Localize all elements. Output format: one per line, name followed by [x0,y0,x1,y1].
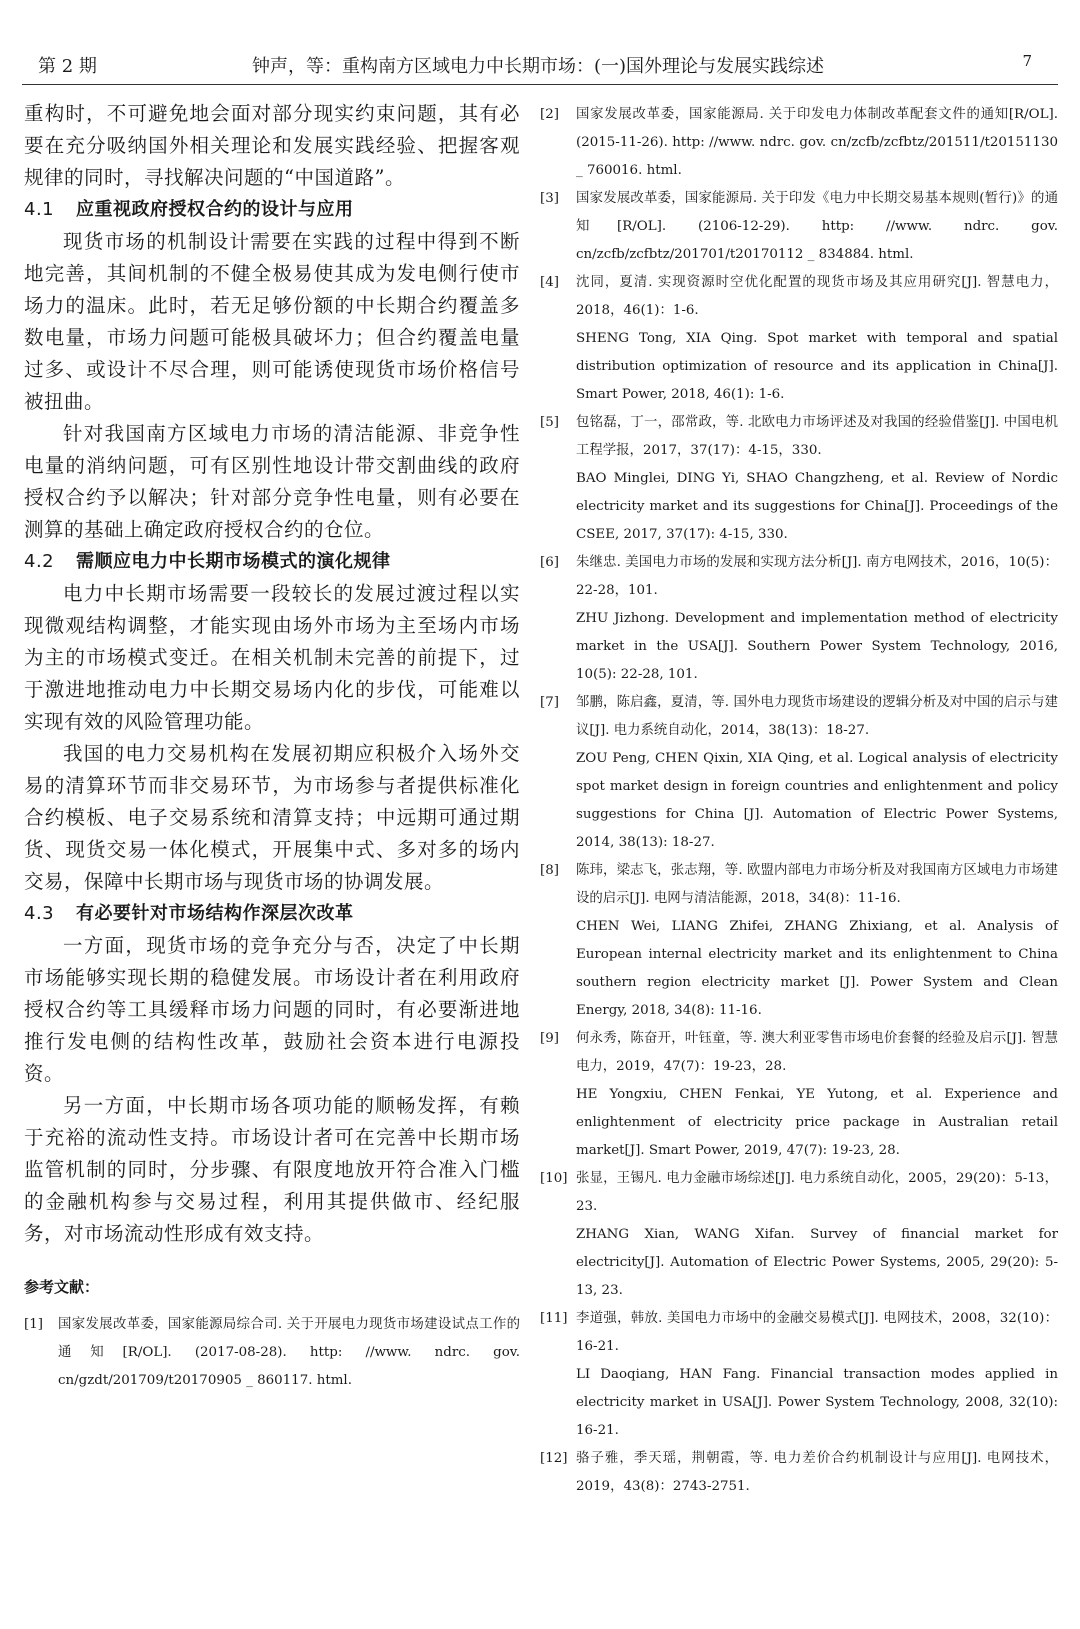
reference-item [540,101,1058,185]
body-paragraph: 现货市场的机制设计需要在实践的过程中得到不断地完善，其间机制的不健全极易使其成为发电侧行使市场力的温床。此时，若无足够份额的中长期合约覆盖多数电量，市场力问题可能极具破坏力；但合约覆盖电量过多、或设计不尽合理，则可能诱使现货市场价格信号被扭曲。 [24,230,520,413]
reference-text: 李道强，韩放. 美国电力市场中的金融交易模式[J]. 电网技术，2008，32(10)：16-21. [576,1311,1058,1354]
reference-number: [1] [24,1317,43,1332]
reference-text: 朱继忠. 美国电力市场的发展和实现方法分析[J]. 南方电网技术，2016，10(5)：22-28，101. [576,555,1058,598]
reference-english: ZHU Jizhong. Development and implementation method of electricity market in the USA[J]. Southern Power System Technology, 2016, 10(5): 22-28, 101. [576,611,1058,682]
reference-item [540,1025,1058,1165]
section-number: 4.3 [24,903,55,924]
reference-item [540,185,1058,269]
section-number: 4.1 [24,199,55,220]
reference-item [540,549,1058,689]
reference-text: 包铭磊，丁一，邵常政，等. 北欧电力市场评述及对我国的经验借鉴[J]. 中国电机工程学报，2017，37(17)：4-15，330. [576,415,1058,458]
reference-number: [2] [540,107,559,122]
reference-text: 国家发展改革委，国家能源局. 关于印发《电力中长期交易基本规则(暂行)》的通知[R/OL]. (2106-12-29). http: //www. ndrc. gov. cn/zcfb/zcfbtz/201701/t20170112 _ 834884. html. [576,191,1058,262]
section-heading [24,194,520,226]
reference-item [540,857,1058,1025]
reference-number: [5] [540,415,559,430]
reference-text: 陈玮，梁志飞，张志翔，等. 欧盟内部电力市场分析及对我国南方区域电力市场建设的启示[J]. 电网与清洁能源，2018，34(8)：11-16. [576,863,1058,906]
reference-text: 国家发展改革委，国家能源局. 关于印发电力体制改革配套文件的通知[R/OL]. (2015-11-26). http: //www. ndrc. gov. cn/zcfb/zcfbtz/201511/t20151130 _ 760016. html. [576,107,1058,178]
section-number: 4.2 [24,551,55,572]
reference-number: [10] [540,1171,568,1186]
reference-english: ZHANG Xian, WANG Xifan. Survey of financial market for electricity[J]. Automation of Electric Power Systems, 2005, 29(20): 5-13, 23. [576,1227,1058,1298]
reference-number: [4] [540,275,559,290]
reference-item [540,689,1058,857]
reference-text: 国家发展改革委，国家能源局综合司. 关于开展电力现货市场建设试点工作的通知[R/OL]. (2017-08-28). http: //www. ndrc. gov. cn/gzdt/201709/t20170905 _ 860117. html. [58,1317,520,1388]
references-list [540,101,1058,1501]
body-paragraph: 我国的电力交易机构在发展初期应积极介入场外交易的清算环节而非交易环节，为市场参与者提供标准化合约模板、电子交易系统和清算支持；中远期可通过期货、现货交易一体化模式，开展集中式、多对多的场内交易，保障中长期市场与现货市场的协调发展。 [24,742,520,893]
reference-number: [7] [540,695,559,710]
reference-text: 骆子雅，季天瑶，荆朝霞，等. 电力差价合约机制设计与应用[J]. 电网技术，2019，43(8)：2743-2751. [576,1451,1058,1494]
section-heading [24,546,520,578]
reference-item [540,1305,1058,1445]
reference-english: LI Daoqiang, HAN Fang. Financial transaction modes applied in electricity market in USA[J]. Power System Technology, 2008, 32(10): 16-21. [576,1367,1058,1438]
reference-english: ZOU Peng, CHEN Qixin, XIA Qing, et al. Logical analysis of electricity spot market design in foreign countries and enlightenment and policy suggestions for China [J]. Automation of Electric Power Systems, 2014, 38(13): 18-27. [576,751,1058,850]
reference-english: CHEN Wei, LIANG Zhifei, ZHANG Zhixiang, et al. Analysis of European internal electricity market and its enlightenment to China southern region electricity market [J]. Power System and Clean Energy, 2018, 34(8): 11-16. [576,919,1058,1018]
body-paragraph: 一方面，现货市场的竞争充分与否，决定了中长期市场能够实现长期的稳健发展。市场设计者在利用政府授权合约等工具缓释市场力问题的同时，有必要渐进地推行发电侧的结构性改革，鼓励社会资本进行电源投资。 [24,934,520,1085]
reference-text: 沈同，夏清. 实现资源时空优化配置的现货市场及其应用研究[J]. 智慧电力，2018，46(1)：1-6. [576,275,1058,318]
reference-number: [12] [540,1451,568,1466]
reference-english: BAO Minglei, DING Yi, SHAO Changzheng, et al. Review of Nordic electricity market and its suggestions for China[J]. Proceedings of the CSEE, 2017, 37(17): 4-15, 330. [576,471,1058,542]
reference-item [24,1311,520,1395]
section-title: 需顺应电力中长期市场模式的演化规律 [76,551,391,572]
body-paragraph: 电力中长期市场需要一段较长的发展过渡过程以实现微观结构调整，才能实现由场外市场为主至场内市场为主的市场模式变迁。在相关机制未完善的前提下，过于激进地推动电力中长期交易场内化的步伐，可能难以实现有效的风险管理功能。 [24,582,520,733]
left-column [24,98,520,1395]
reference-number: [6] [540,555,559,570]
running-header [22,48,1058,85]
reference-number: [11] [540,1311,568,1326]
intro-paragraph: 重构时，不可避免地会面对部分现实约束问题，其有必要在充分吸纳国外相关理论和发展实践经验、把握客观规律的同时，寻找解决问题的“中国道路”。 [24,102,520,189]
reference-number: [9] [540,1031,559,1046]
issue-label: 第 2 期 [38,56,97,77]
reference-text: 何永秀，陈奋开，叶钰童，等. 澳大利亚零售市场电价套餐的经验及启示[J]. 智慧电力，2019，47(7)：19-23，28. [576,1031,1058,1074]
reference-english: HE Yongxiu, CHEN Fenkai, YE Yutong, et al. Experience and enlightenment of electricity price package in Australian retail market[J]. Smart Power, 2019, 47(7): 19-23, 28. [576,1087,1058,1158]
reference-english: SHENG Tong, XIA Qing. Spot market with temporal and spatial distribution optimization of resource and its application in China[J]. Smart Power, 2018, 46(1): 1-6. [576,331,1058,402]
section-title: 有必要针对市场结构作深层次改革 [76,903,354,924]
running-title: 钟声，等：重构南方区域电力中长期市场：(一)国外理论与发展实践综述 [252,56,825,77]
reference-number: [8] [540,863,559,878]
page-number: 7 [1022,52,1032,70]
reference-item [540,269,1058,409]
reference-number: [3] [540,191,559,206]
references-title: 参考文献： [24,1278,100,1296]
reference-item [540,1165,1058,1305]
body-paragraph: 针对我国南方区域电力市场的清洁能源、非竞争性电量的消纳问题，可有区别性地设计带交割曲线的政府授权合约予以解决；针对部分竞争性电量，则有必要在测算的基础上确定政府授权合约的仓位。 [24,422,520,541]
reference-text: 邹鹏，陈启鑫，夏清，等. 国外电力现货市场建设的逻辑分析及对中国的启示与建议[J]. 电力系统自动化，2014，38(13)：18-27. [576,695,1058,738]
reference-item [540,409,1058,549]
section-heading [24,898,520,930]
section-title: 应重视政府授权合约的设计与应用 [76,199,354,220]
body-paragraph: 另一方面，中长期市场各项功能的顺畅发挥，有赖于充裕的流动性支持。市场设计者可在完善中长期市场监管机制的同时，分步骤、有限度地放开符合准入门槛的金融机构参与交易过程，利用其提供做市、经纪服务，对市场流动性形成有效支持。 [24,1094,520,1245]
reference-text: 张显，王锡凡. 电力金融市场综述[J]. 电力系统自动化，2005，29(20)：5-13，23. [576,1171,1058,1214]
reference-item [540,1445,1058,1501]
